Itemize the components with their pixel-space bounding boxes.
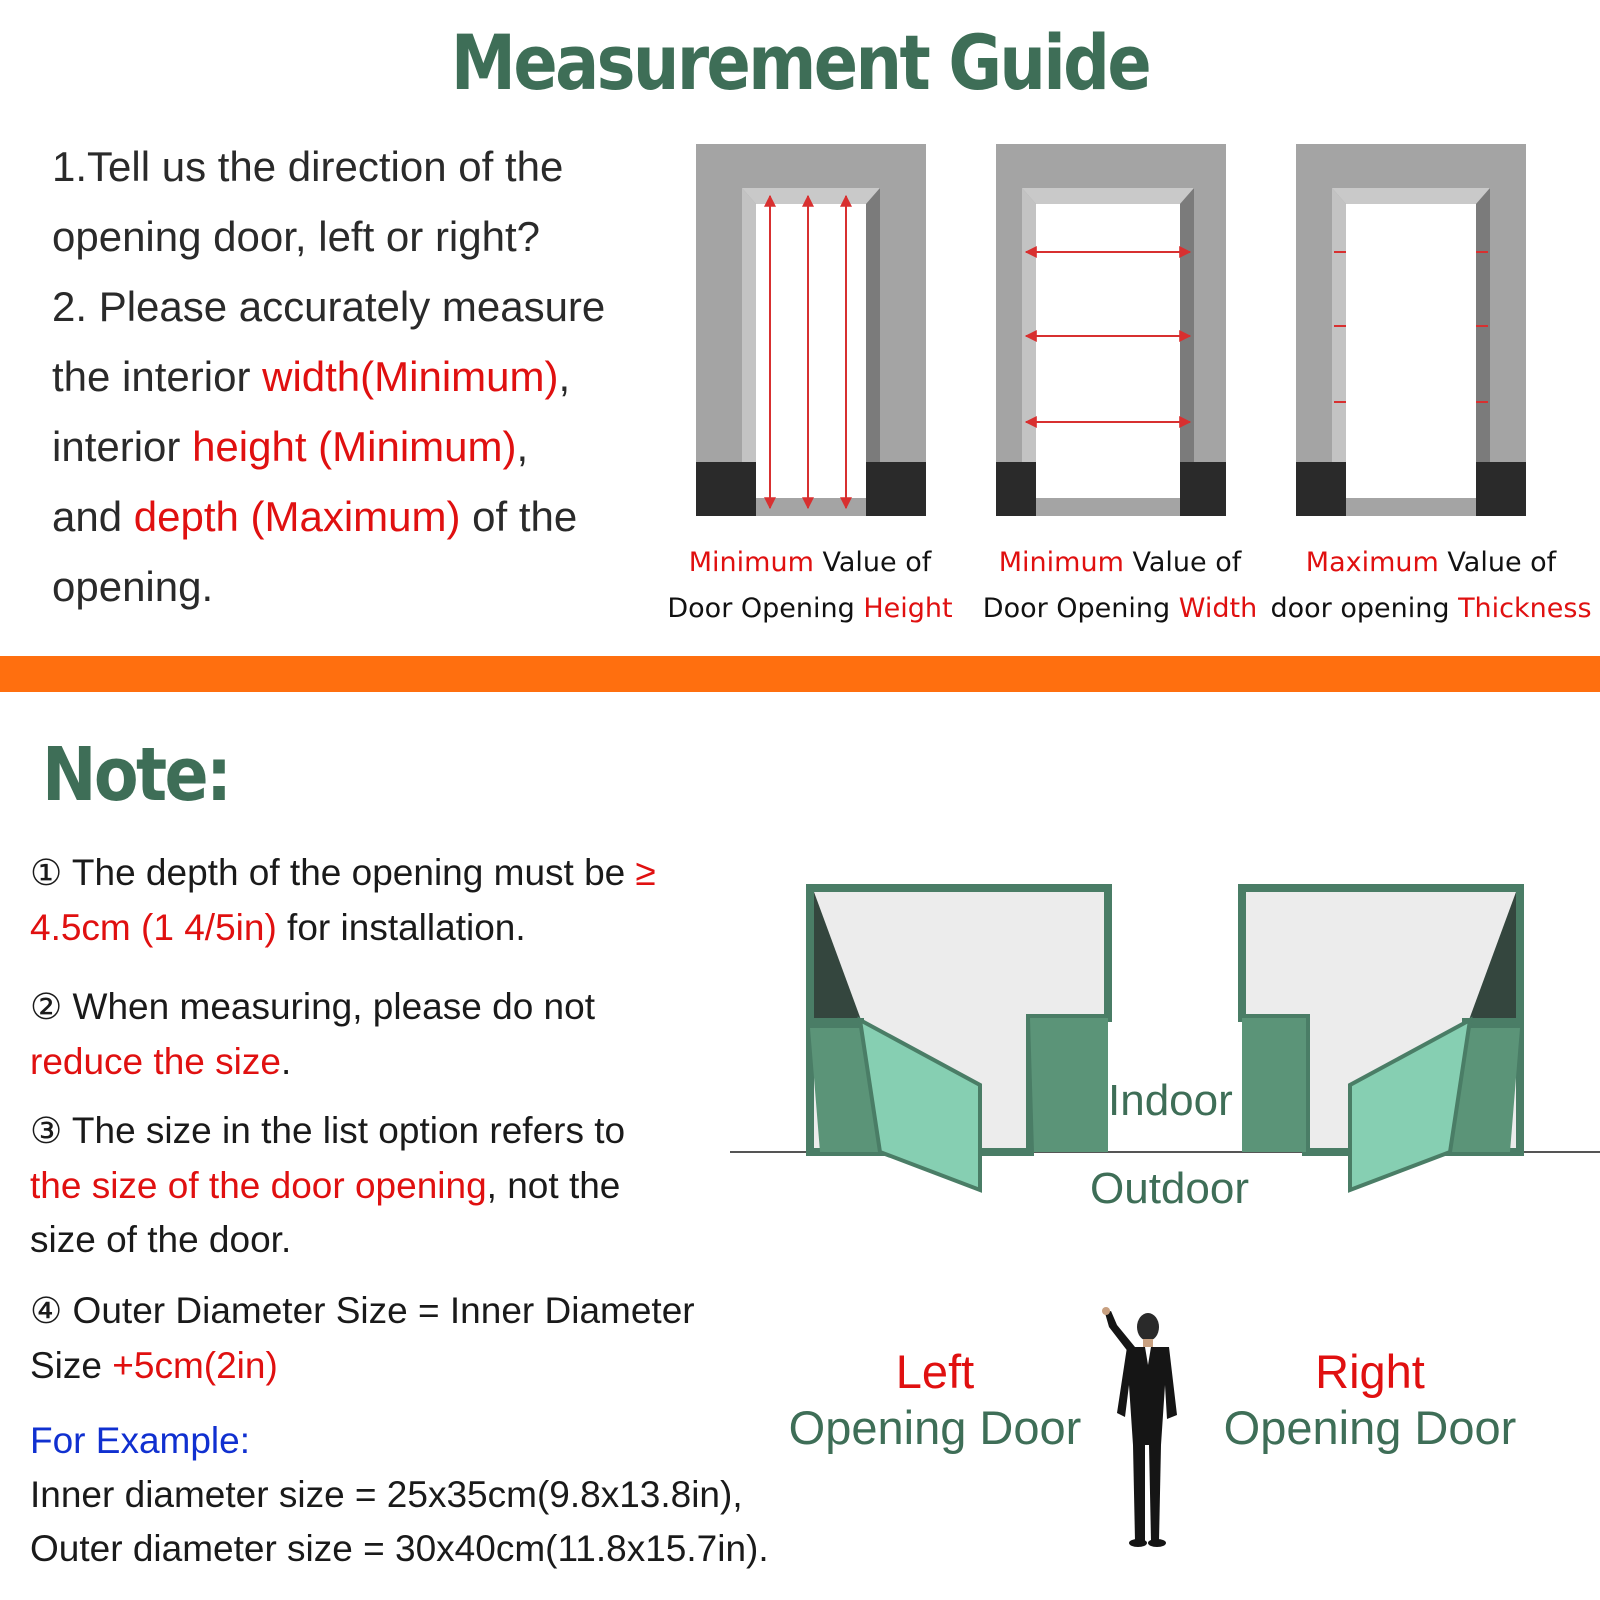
instruction-line: opening. <box>52 563 214 610</box>
page-title: Measurement Guide <box>450 18 1150 107</box>
caption-thickness: Maximum Value of door opening Thickness <box>1270 547 1592 624</box>
door-direction-diagram <box>730 880 1600 1200</box>
right-frame-icon <box>1242 888 1520 1190</box>
instruction-line: opening door, left or right? <box>52 213 541 260</box>
example-outer: Outer diameter size = 30x40cm(11.8x15.7in). <box>30 1528 769 1569</box>
note-1: ① The depth of the opening must be ≥ 4.5cm (1 4/5in) for installation. <box>30 852 656 948</box>
indoor-label: Indoor <box>1108 1076 1233 1125</box>
example-inner: Inner diameter size = 25x35cm(9.8x13.8in), <box>30 1474 743 1515</box>
door-frame-width-icon <box>996 144 1226 516</box>
instruction-line: 1.Tell us the direction of the <box>52 143 564 190</box>
note-3: ③ The size in the list option refers to the size of the door opening, not the size of the door. <box>30 1110 626 1260</box>
door-frame-thickness-icon <box>1296 144 1526 516</box>
door-frame-height-icon <box>696 144 926 516</box>
instruction-line: 2. Please accurately measure <box>52 283 606 330</box>
instruction-line: interior height (Minimum), <box>52 423 529 470</box>
left-opening-label: Left Opening Door <box>788 1345 1082 1454</box>
person-icon <box>1095 1305 1195 1555</box>
section-divider <box>0 656 1600 692</box>
door-frame-illustrations <box>680 140 1600 530</box>
example-label: For Example: <box>30 1420 251 1461</box>
depth-highlight: depth (Maximum) <box>133 493 461 540</box>
left-frame-icon <box>810 888 1108 1190</box>
width-highlight: width(Minimum) <box>262 353 559 400</box>
instructions-text <box>52 132 672 622</box>
note-title: Note: <box>42 732 230 818</box>
caption-height: Minimum Value of Door Opening Height <box>667 547 953 624</box>
outdoor-label: Outdoor <box>1090 1164 1249 1213</box>
note-2: ② When measuring, please do not reduce the size. <box>30 986 595 1082</box>
instruction-line: and depth (Maximum) of the <box>52 493 578 540</box>
instruction-line: the interior width(Minimum), <box>52 353 571 400</box>
note-4: ④ Outer Diameter Size = Inner Diameter Size +5cm(2in) <box>30 1290 695 1386</box>
right-opening-label: Right Opening Door <box>1223 1345 1517 1454</box>
caption-width: Minimum Value of Door Opening Width <box>982 547 1258 624</box>
height-highlight: height (Minimum) <box>192 423 517 470</box>
example-block <box>30 1414 820 1576</box>
